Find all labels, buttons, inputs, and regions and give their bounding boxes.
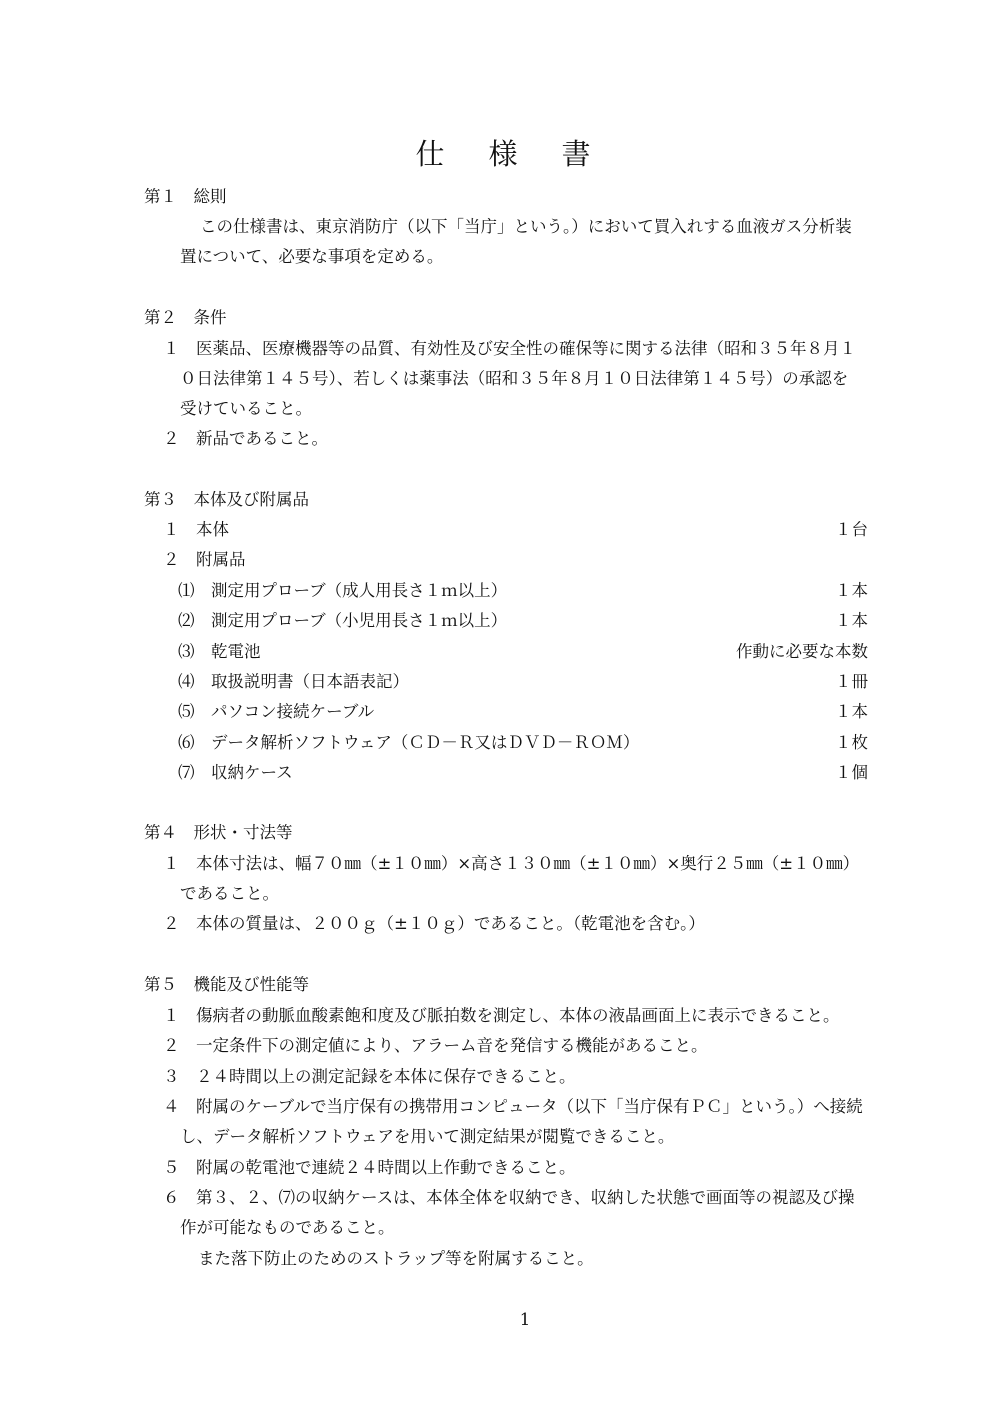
accessory-item-label: ⑸ パソコン接続ケーブル [178, 702, 375, 721]
section-2-item-1-line-2: ０日法律第１４５号）、若しくは薬事法（昭和３５年８月１０日法律第１４５号）の承認を [180, 369, 849, 388]
section-1-heading: 第１ 総則 [144, 187, 227, 206]
section-5-item-3: ３ ２４時間以上の測定記録を本体に保存できること。 [163, 1067, 576, 1086]
section-5-item-2: ２ 一定条件下の測定値により、アラーム音を発信する機能があること。 [163, 1036, 708, 1055]
accessory-item-label: ⑺ 収納ケース [178, 763, 293, 782]
page-title: 仕様書 [415, 137, 635, 171]
section-2-item-1-line-1: １ 医薬品、医療機器等の品質、有効性及び安全性の確保等に関する法律（昭和３５年８月１ [163, 339, 856, 358]
section-5-item-4-line-2: し、データ解析ソフトウェアを用いて測定結果が閲覧できること。 [180, 1127, 675, 1146]
section-4-item-2: ２ 本体の質量は、２００ｇ（±１０ｇ）であること。（乾電池を含む。） [163, 914, 705, 933]
section-5-item-6-line-3: また落下防止のためのストラップ等を附属すること。 [198, 1249, 594, 1268]
main-unit-qty: １台 [835, 520, 868, 539]
section-5-item-6-line-1: ６ 第３、２、⑺の収納ケースは、本体全体を収納でき、収納した状態で画面等の視認及び操 [163, 1188, 855, 1207]
section-1-text-line-2: 置について、必要な事項を定める。 [180, 247, 444, 266]
section-5-item-5: ５ 附属の乾電池で連続２４時間以上作動できること。 [163, 1158, 576, 1177]
accessory-item-label: ⑶ 乾電池 [178, 642, 261, 661]
section-2-item-1-line-3: 受けていること。 [180, 399, 312, 418]
section-4-heading: 第４ 形状・寸法等 [144, 823, 293, 842]
section-1-text-line-1: この仕様書は、東京消防庁（以下「当庁」という。）において買入れする血液ガス分析装 [200, 217, 852, 236]
main-unit-label: １ 本体 [163, 520, 229, 539]
section-3-heading: 第３ 本体及び附属品 [144, 490, 309, 509]
section-2-item-2: ２ 新品であること。 [163, 429, 328, 448]
page-number: 1 [519, 1310, 531, 1329]
accessory-item-label: ⑵ 測定用プローブ（小児用長さ１ｍ以上） [178, 611, 508, 630]
section-2-heading: 第２ 条件 [144, 308, 227, 327]
accessory-item-label: ⑷ 取扱説明書（日本語表記） [178, 672, 409, 691]
section-5-item-1: １ 傷病者の動脈血酸素飽和度及び脈拍数を測定し、本体の液晶画面上に表示できること。 [163, 1006, 840, 1025]
accessory-item-qty: １本 [835, 611, 868, 630]
accessory-item-qty: 作動に必要な本数 [736, 642, 868, 661]
section-4-item-1-line-2: であること。 [180, 884, 279, 903]
accessory-item-label: ⑴ 測定用プローブ（成人用長さ１ｍ以上） [178, 581, 508, 600]
accessories-label: ２ 附属品 [163, 550, 246, 569]
section-5-item-6-line-2: 作が可能なものであること。 [180, 1218, 395, 1237]
accessory-item-qty: １本 [835, 702, 868, 721]
accessory-item-qty: １枚 [835, 733, 868, 752]
accessory-item-qty: １冊 [835, 672, 868, 691]
accessory-item-label: ⑹ データ解析ソフトウェア（ＣＤ－Ｒ又はＤＶＤ－ＲＯＭ） [178, 733, 640, 752]
section-4-item-1-line-1: １ 本体寸法は、幅７０㎜（±１０㎜）×高さ１３０㎜（±１０㎜）×奥行２５㎜（±１０㎜） [163, 854, 860, 873]
accessory-item-qty: １個 [835, 763, 868, 782]
accessory-item-qty: １本 [835, 581, 868, 600]
section-5-heading: 第５ 機能及び性能等 [144, 975, 309, 994]
section-5-item-4-line-1: ４ 附属のケーブルで当庁保有の携帯用コンピュータ（以下「当庁保有ＰＣ」という。）へ接続 [163, 1097, 863, 1116]
